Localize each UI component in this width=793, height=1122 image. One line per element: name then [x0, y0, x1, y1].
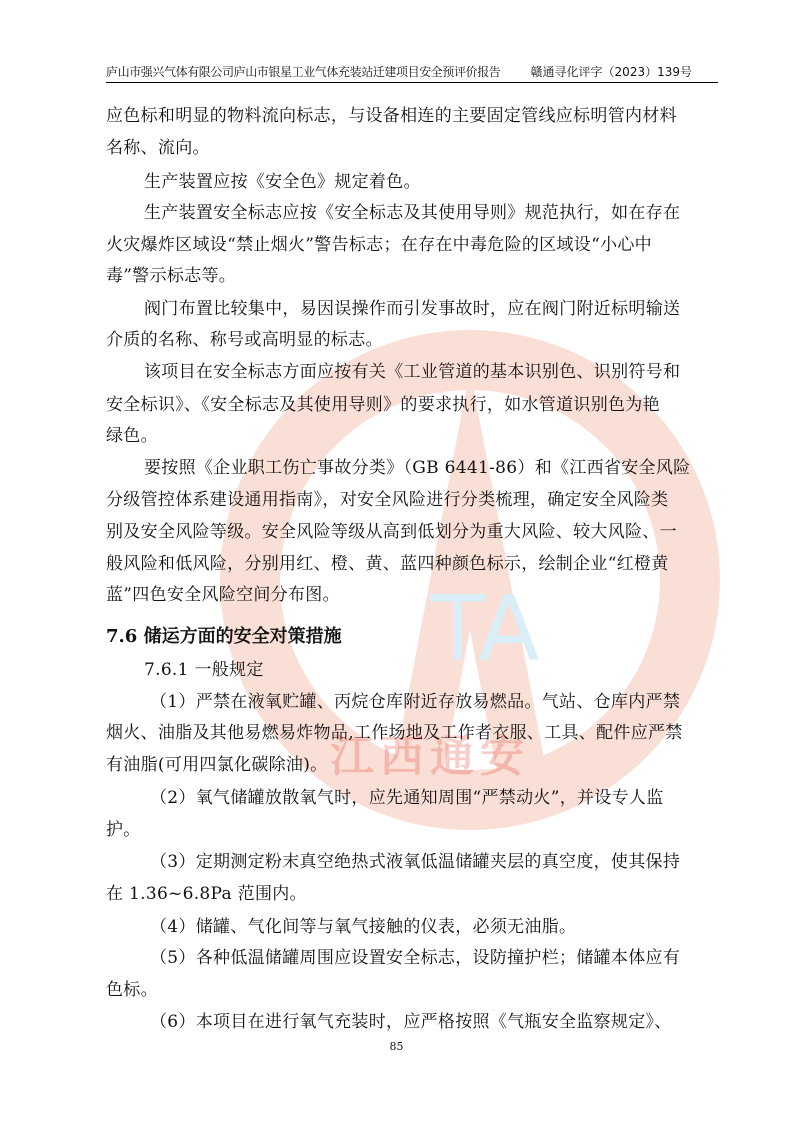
paragraph-line: 别及安全风险等级。安全风险等级从高到低划分为重大风险、较大风险、一 [106, 522, 677, 542]
list-item-line: （2）氧气储罐放散氧气时，应先通知周围“严禁动火”，并设专人监 [150, 788, 664, 808]
watermark-text: 江西通安 [330, 731, 530, 782]
paragraph-line: 毒”警示标志等。 [106, 266, 237, 286]
paragraph-line: 分级管控体系建设通用指南》，对安全风险进行分类梳理，确定安全风险类 [106, 490, 669, 510]
list-item-line: 在 1.36~6.8Pa 范围内。 [106, 884, 307, 904]
document-number: 赣通寻化评字（2023）139号 [530, 65, 692, 79]
subsection-heading: 7.6.1 一般规定 [144, 660, 264, 680]
list-item-line: 有油脂(可用四氯化碳除油)。 [106, 755, 328, 775]
paragraph-line: 安全标识》、《安全标志及其使用导则》的要求执行，如水管道识别色为艳 [106, 395, 660, 415]
paragraph-line: 介质的名称、称号或高明显的标志。 [106, 330, 383, 350]
list-item-line: 烟火、油脂及其他易燃易炸物品,工作场地及工作者衣服、工具、配件应严禁 [106, 723, 683, 743]
report-title: 庐山市强兴气体有限公司庐山市银星工业气体充装站迁建项目安全预评价报告 [106, 65, 501, 79]
section-heading: 7.6 储运方面的安全对策措施 [106, 626, 342, 647]
list-item-line: 护。 [106, 820, 141, 840]
list-item-line: （3）定期测定粉末真空绝热式液氧低温储罐夹层的真空度，使其保持 [150, 852, 681, 872]
paragraph-line: 蓝”四色安全风险空间分布图。 [106, 585, 340, 605]
list-item-line: （6）本项目在进行氧气充装时，应严格按照《气瓶安全监察规定》、 [150, 1012, 672, 1032]
paragraph-line: 生产装置安全标志应按《安全标志及其使用导则》规范执行，如在存在 [144, 203, 681, 223]
watermark-letters: TA [430, 577, 540, 682]
paragraph-line: 绿色。 [106, 426, 158, 446]
paragraph-line: 该项目在安全标志方面应按有关《工业管道的基本识别色、识别符号和 [144, 362, 681, 382]
list-item-line: （5）各种低温储罐周围应设置安全标志，设防撞护栏；储罐本体应有 [150, 948, 681, 968]
paragraph-line: 般风险和低风险，分别用红、橙、黄、蓝四种颜色标示，绘制企业“红橙黄 [106, 554, 669, 574]
paragraph-line: 名称、流向。 [106, 138, 210, 158]
paragraph-line: 要按照《企业职工伤亡事故分类》（GB 6441-86）和《江西省安全风险 [144, 458, 691, 478]
list-item-line: 色标。 [106, 980, 158, 1000]
paragraph-line: 火灾爆炸区域设“禁止烟火”警告标志；在存在中毒危险的区域设“小心中 [106, 235, 652, 255]
list-item-line: （4）储罐、气化间等与氧气接触的仪表，必须无油脂。 [150, 917, 577, 937]
paragraph-line: 阀门布置比较集中，易因误操作而引发事故时，应在阀门附近标明输送 [144, 299, 681, 319]
list-item-line: （1）严禁在液氧贮罐、丙烷仓库附近存放易燃品。气站、仓库内严禁 [150, 692, 681, 712]
page-header [106, 62, 718, 83]
page-number: 85 [389, 1040, 404, 1053]
paragraph-line: 生产装置应按《安全色》规定着色。 [144, 172, 421, 192]
paragraph-line: 应色标和明显的物料流向标志，与设备相连的主要固定管线应标明管内材料 [106, 106, 677, 126]
